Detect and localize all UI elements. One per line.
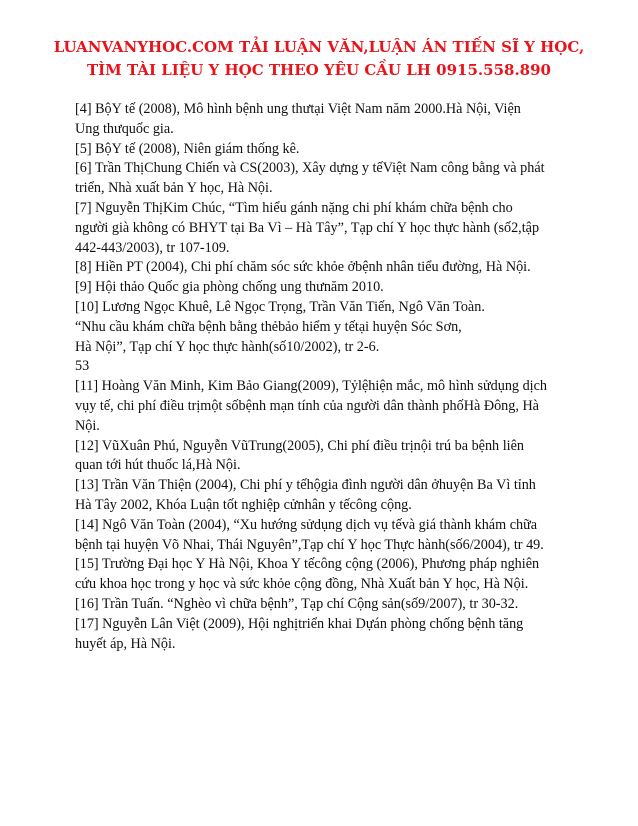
- header-line-1: LUANVANYHOC.COM TẢI LUẬN VĂN,LUẬN ÁN TIẾN SĨ Y HỌC,: [53, 38, 585, 56]
- text-line: triển, Nhà xuất bản Y học, Hà Nội.: [75, 180, 273, 197]
- text-line: quan tới hút thuốc lá,Hà Nội.: [75, 457, 241, 474]
- text-line: [15] Trường Đại học Y Hà Nội, Khoa Y tếcông cộng (2006), Phương pháp nghiên: [75, 556, 540, 573]
- text-line: [4] BộY tế (2008), Mô hình bệnh ung thưtại Việt Nam năm 2000.Hà Nội, Viện: [75, 101, 521, 117]
- text-line: [17] Nguyễn Lân Việt (2009), Hội nghịtriển khai Dựán phòng chống bệnh tăng: [75, 615, 524, 632]
- page-header: [0, 36, 638, 82]
- reference-list: [75, 100, 565, 654]
- text-line: [7] Nguyễn ThịKim Chúc, “Tìm hiểu gánh nặng chi phí khám chữa bệnh cho: [75, 199, 513, 216]
- text-line: [13] Trần Văn Thiện (2004), Chi phí y tếhộgia đình người dân ởhuyện Ba Vì tỉnh: [75, 477, 536, 494]
- text-line: huyết áp, Hà Nội.: [75, 635, 176, 652]
- text-line: bệnh tại huyện Võ Nhai, Thái Nguyên”,Tạp chí Y học Thực hành(số6/2004), tr 49.: [75, 536, 544, 553]
- text-line: [14] Ngô Văn Toàn (2004), “Xu hướng sửdụng dịch vụ tếvà giá thành khám chữa: [75, 516, 538, 533]
- text-line: [10] Lương Ngọc Khuê, Lê Ngọc Trọng, Trần Văn Tiến, Ngô Văn Toàn.: [75, 298, 485, 315]
- text-line: [5] BộY tế (2008), Niên giám thống kê.: [75, 140, 300, 157]
- text-line: Hà Nội”, Tạp chí Y học thực hành(số10/2002), tr 2-6.: [75, 338, 380, 355]
- text-line: vụy tế, chi phí điều trịmột sốbệnh mạn tính của người dân thành phốHà Đông, Hà: [75, 397, 539, 414]
- text-line: [16] Trần Tuấn. “Nghèo vì chữa bệnh”, Tạp chí Cộng sản(số9/2007), tr 30-32.: [75, 595, 519, 612]
- text-line: Hà Tây 2002, Khóa Luận tốt nghiệp cửnhân y tếcông cộng.: [75, 496, 412, 513]
- text-line: [6] Trần ThịChung Chiến và CS(2003), Xây dựng y tếViệt Nam công bằng và phát: [75, 160, 545, 177]
- text-line: Nội.: [75, 417, 100, 434]
- text-line: Ung thưquốc gia.: [75, 120, 174, 137]
- text-line: [9] Hội thảo Quốc gia phòng chống ung thưnăm 2010.: [75, 279, 384, 296]
- text-line: 442-443/2003), tr 107-109.: [75, 239, 230, 256]
- text-line: [11] Hoàng Văn Minh, Kim Bảo Giang(2009), Tỷlệhiện mắc, mô hình sửdụng dịch: [75, 378, 547, 395]
- text-line: [12] VũXuân Phú, Nguyễn VũTrung(2005), Chi phí điều trịnội trú ba bệnh liên: [75, 437, 524, 454]
- text-line: cứu khoa học trong y học và sức khỏe cộng đồng, Nhà Xuất bản Y học, Hà Nội.: [75, 576, 529, 593]
- header-line-2: TÌM TÀI LIỆU Y HỌC THEO YÊU CẦU LH 0915.558.890: [87, 61, 551, 79]
- text-line: “Nhu cầu khám chữa bệnh bằng thẻbảo hiểm y tếtại huyện Sóc Sơn,: [75, 318, 462, 335]
- page-number: 53: [75, 358, 90, 375]
- text-line: [8] Hiền PT (2004), Chi phí chăm sóc sức khỏe ởbệnh nhân tiểu đường, Hà Nội.: [75, 259, 531, 276]
- text-line: người già không có BHYT tại Ba Vì – Hà Tây”, Tạp chí Y học thực hành (số2,tập: [75, 219, 540, 236]
